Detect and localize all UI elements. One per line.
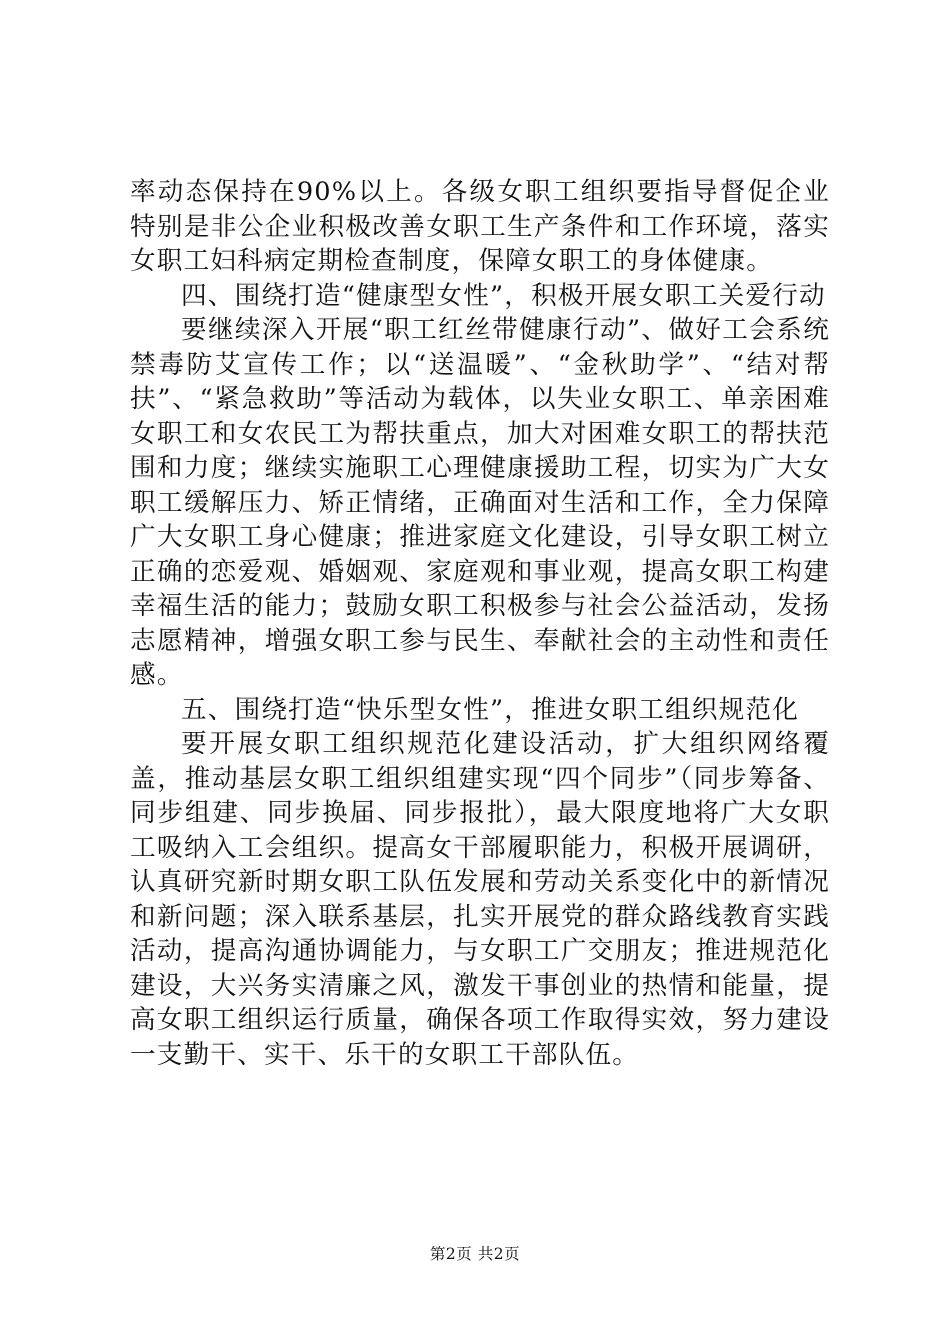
paragraph-standardization: 要开展女职工组织规范化建设活动，扩大组织网络覆盖，推动基层女职工组织组建实现“四个同步”（同步筹备、同步组建、同步换届、同步报批），最大限度地将广大女职工吸纳入工会组织。提高女干部履职能力，积极开展调研，认真研究新时期女职工队伍发展和劳动关系变化中的新情况和新问题；深入联系基层，扎实开展党的群众路线教育实践活动，提高沟通协调能力，与女职工广交朋友；推进规范化建设，大兴务实清廉之风，激发干事创业的热情和能量，提高女职工组织运行质量，确保各项工作取得实效，努力建设一支勤干、实干、乐干的女职工干部队伍。 xyxy=(130,729,830,1070)
section-heading-four: 四、围绕打造“健康型女性”，积极开展女职工关爱行动 xyxy=(181,280,826,311)
page-footer: 第2页 共2页 xyxy=(429,1245,521,1263)
section-heading-five: 五、围绕打造“快乐型女性”，推进女职工组织规范化 xyxy=(181,694,800,725)
document-body xyxy=(130,175,830,1072)
paragraph-health-continued: 率动态保持在90%以上。各级女职工组织要指导督促企业特别是非公企业积极改善女职工生产条件和工作环境，落实女职工妇科病定期检查制度，保障女职工的身体健康。 xyxy=(130,177,830,276)
paragraph-care-action: 要继续深入开展“职工红丝带健康行动”、做好工会系统禁毒防艾宣传工作；以“送温暖”、“金秋助学”、“结对帮扶”、“紧急救助”等活动为载体，以失业女职工、单亲困难女职工和女农民工为帮扶重点，加大对困难女职工的帮扶范围和力度；继续实施职工心理健康援助工程，切实为广大女职工缓解压力、矫正情绪，正确面对生活和工作，全力保障广大女职工身心健康；推进家庭文化建设，引导女职工树立正确的恋爱观、婚姻观、家庭观和事业观，提高女职工构建幸福生活的能力；鼓励女职工积极参与社会公益活动，发扬志愿精神，增强女职工参与民生、奉献社会的主动性和责任感。 xyxy=(130,315,830,690)
